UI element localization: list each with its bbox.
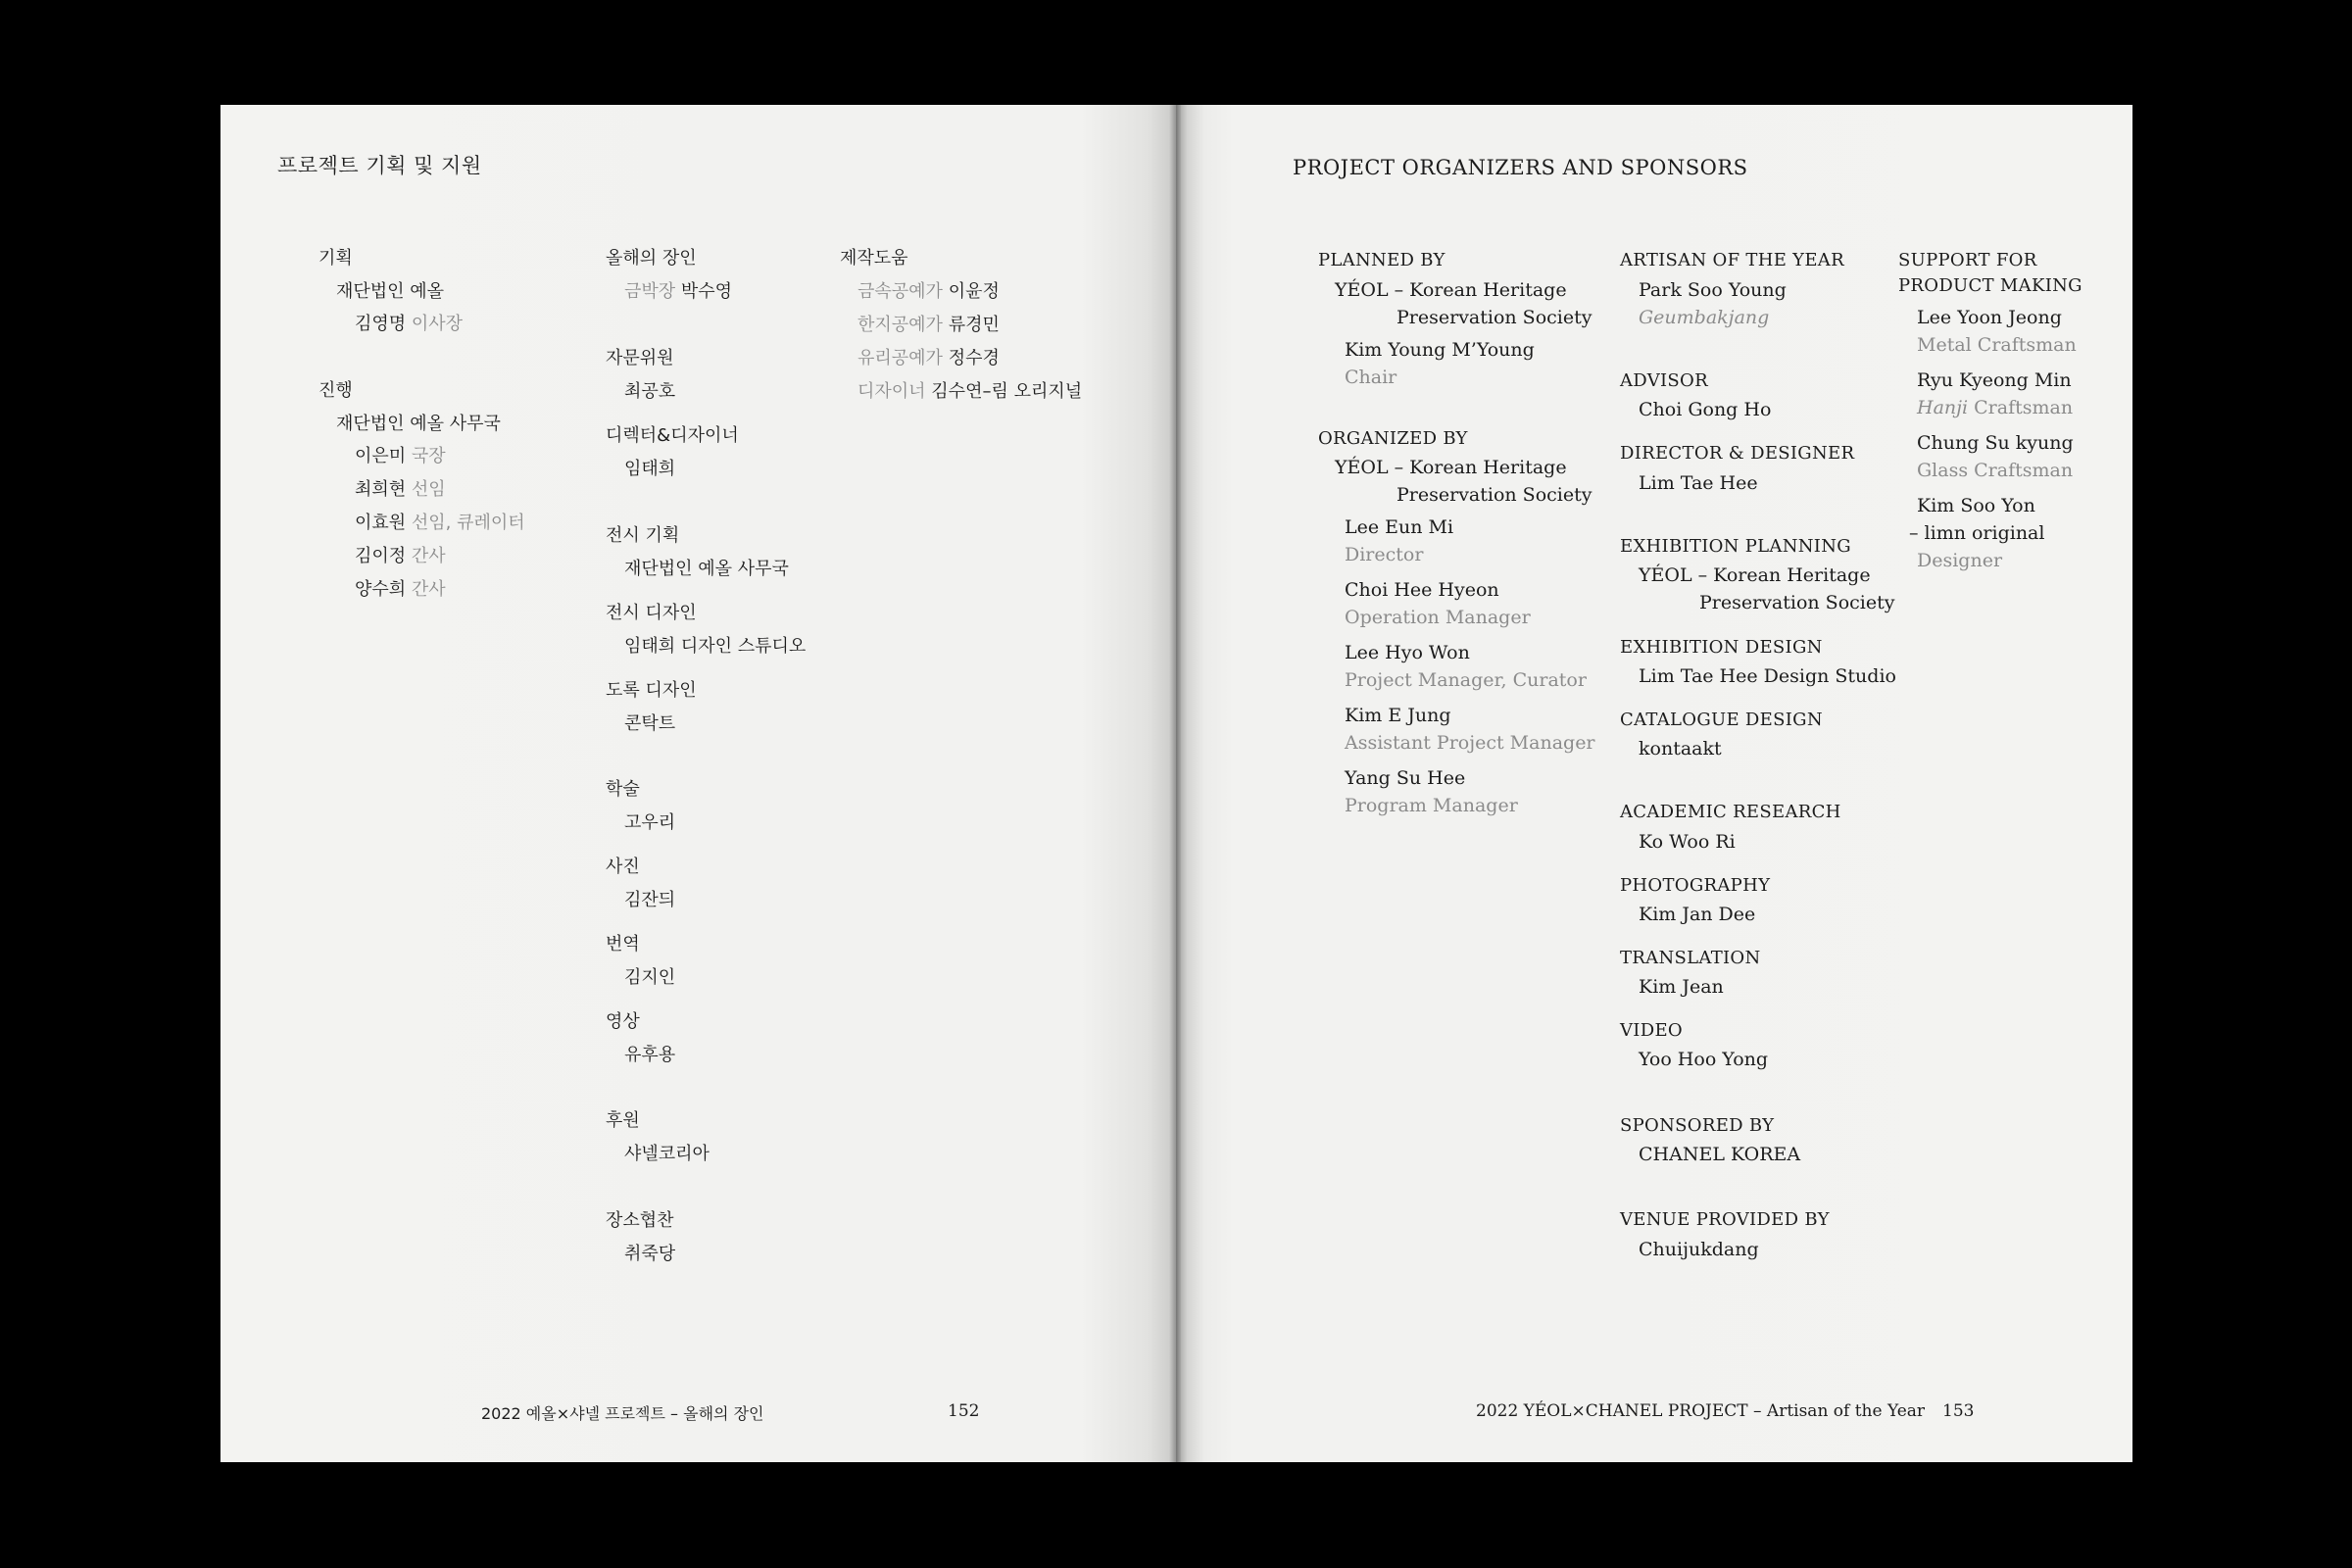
credit-entry: 재단법인 예올 사무국 [624,559,789,579]
page-number: 152 [948,1401,980,1421]
credit-entry: YÉOL – Korean Heritage [1639,564,1871,586]
credit-entry: 고우리 [624,812,676,833]
person-name: Chung Su kyung [1917,432,2074,454]
credit-entry: Lim Tae Hee [1639,472,1758,494]
person-name: Choi Hee Hyeon [1345,579,1499,601]
person-role: Assistant Project Manager [1345,732,1595,754]
credit-entry: 취죽당 [624,1244,676,1264]
section-heading: 도록 디자인 [606,680,697,701]
section-heading: 후원 [606,1110,640,1131]
person-role: Chair [1345,367,1397,388]
credit-entry: Preservation Society [1699,592,1895,613]
credit-entry: Chuijukdang [1639,1239,1759,1260]
section-heading: SPONSORED BY [1620,1115,1775,1136]
person-role: Program Manager [1345,795,1518,816]
page-title: 프로젝트 기획 및 지원 [277,154,482,177]
section-heading: SUPPORT FOR [1898,250,2037,270]
section-heading: DIRECTOR & DESIGNER [1620,443,1855,464]
section-heading: ADVISOR [1620,370,1708,391]
credit-entry: 콘탁트 [624,713,676,734]
credit-entry: 김지인 [624,967,676,988]
person-name: 이윤정 [948,281,1000,302]
section-heading: ARTISAN OF THE YEAR [1620,250,1844,270]
role-emphasis: Hanji [1917,397,1969,418]
credit-entry: Ko Woo Ri [1639,831,1736,853]
credit-entry [355,316,463,333]
person-name: 류경민 [948,315,1000,335]
person-role: 선임, 큐레이터 [411,513,525,533]
person-name: 이효원 [355,513,407,533]
person-role: 선임 [411,479,446,500]
section-heading: VENUE PROVIDED BY [1620,1209,1830,1230]
credit-entry: Preservation Society [1396,307,1592,328]
person-role: 간사 [411,579,446,600]
credit-entry [355,481,446,499]
left-page [220,105,1176,1462]
person-role: Glass Craftsman [1917,460,2074,481]
person-name: 최희현 [355,479,407,500]
person-role: Metal Craftsman [1917,334,2077,356]
section-heading: 기획 [318,248,353,269]
credit-entry: 최공호 [624,381,676,402]
credit-entry: Kim Jan Dee [1639,904,1756,925]
person-name: Kim Young M’Young [1345,339,1535,361]
section-heading: 올해의 장인 [606,248,697,269]
person-role: Geumbakjang [1639,307,1770,328]
credit-entry: Yoo Hoo Yong [1639,1049,1769,1070]
credit-entry: 유후용 [624,1045,676,1065]
section-heading: 장소협찬 [606,1210,674,1231]
credit-entry: YÉOL – Korean Heritage [1335,279,1567,301]
person-role: 디자이너 [858,381,926,402]
section-heading: 영상 [606,1011,640,1032]
credit-entry: YÉOL – Korean Heritage [1335,457,1567,478]
credit-entry: Kim Jean [1639,976,1724,998]
credit-entry [858,283,1000,301]
person-role: Director [1345,544,1424,565]
section-heading: 진행 [318,380,353,401]
credit-entry: CHANEL KOREA [1639,1144,1801,1165]
page-title: PROJECT ORGANIZERS AND SPONSORS [1293,156,1748,179]
credit-entry: 임태희 디자인 스튜디오 [624,636,807,657]
person-name: 이은미 [355,446,407,466]
person-name: 정수경 [948,348,1000,368]
section-heading: 디렉터&디자이너 [606,425,739,446]
running-footer: 2022 예올×샤넬 프로젝트 – 올해의 장인 [481,1404,764,1423]
running-footer: 2022 YÉOL×CHANEL PROJECT – Artisan of the Year [1476,1401,1926,1421]
credit-entry [355,514,525,532]
credit-entry: 김잔듸 [624,890,676,910]
person-name: Kim Soo Yon [1917,495,2035,516]
person-name: Lee Yoon Jeong [1917,307,2062,328]
person-role: Designer [1917,550,2003,571]
section-heading: ACADEMIC RESEARCH [1620,802,1841,822]
person-role: Project Manager, Curator [1345,669,1587,691]
person-role [1917,399,2073,417]
person-role: 이사장 [411,314,464,334]
section-heading: VIDEO [1620,1020,1683,1041]
role-text: Craftsman [1968,397,2074,418]
credit-entry: 임태희 [624,459,676,479]
person-name: 김영명 [355,314,407,334]
credit-entry: Lim Tae Hee Design Studio [1639,665,1896,687]
section-heading: EXHIBITION DESIGN [1620,637,1823,658]
person-name: Ryu Kyeong Min [1917,369,2072,391]
person-role: 간사 [411,546,446,566]
person-name: 박수영 [680,281,733,302]
section-heading: 제작도움 [840,248,908,269]
person-name: 김수연–림 오리지널 [931,381,1083,402]
credit-entry: kontaakt [1639,738,1722,760]
credit-entry: Choi Gong Ho [1639,399,1772,420]
person-name: 양수희 [355,579,407,600]
section-heading: PHOTOGRAPHY [1620,875,1771,896]
section-heading: PRODUCT MAKING [1898,275,2082,296]
person-role: 유리공예가 [858,348,943,368]
section-heading: 전시 디자인 [606,603,697,623]
person-role: 국장 [411,446,446,466]
section-heading: 번역 [606,934,640,955]
credit-entry: 재단법인 예올 사무국 [336,414,501,434]
person-name: – limn original [1909,522,2045,544]
section-heading: CATALOGUE DESIGN [1620,710,1823,730]
person-name: Park Soo Young [1639,279,1787,301]
section-heading: 사진 [606,857,640,877]
section-heading: TRANSLATION [1620,948,1761,968]
credit-entry: 재단법인 예올 [336,281,445,302]
credit-entry [624,283,732,301]
page-number: 153 [1942,1401,1975,1421]
credit-entry [355,548,446,565]
section-heading: 자문위원 [606,348,674,368]
person-name: Kim E Jung [1345,705,1451,726]
credit-entry: Preservation Society [1396,484,1592,506]
credit-entry [858,350,1000,368]
person-name: Lee Eun Mi [1345,516,1454,538]
credit-entry [858,383,1082,401]
credit-entry [355,448,446,466]
section-heading: ORGANIZED BY [1318,428,1468,449]
person-role: 금박장 [624,281,676,302]
right-page [1176,105,2132,1462]
section-heading: PLANNED BY [1318,250,1446,270]
section-heading: 학술 [606,779,640,800]
person-role: 금속공예가 [858,281,943,302]
credit-entry: 샤넬코리아 [624,1144,710,1164]
credit-entry [355,581,446,599]
section-heading: 전시 기획 [606,525,680,546]
credit-entry [858,317,1000,334]
person-name: Lee Hyo Won [1345,642,1470,663]
person-role: Operation Manager [1345,607,1531,628]
person-name: Yang Su Hee [1345,767,1466,789]
section-heading: EXHIBITION PLANNING [1620,536,1851,557]
book-spine-shadow [1169,105,1181,1462]
person-name: 김이정 [355,546,407,566]
person-role: 한지공예가 [858,315,943,335]
